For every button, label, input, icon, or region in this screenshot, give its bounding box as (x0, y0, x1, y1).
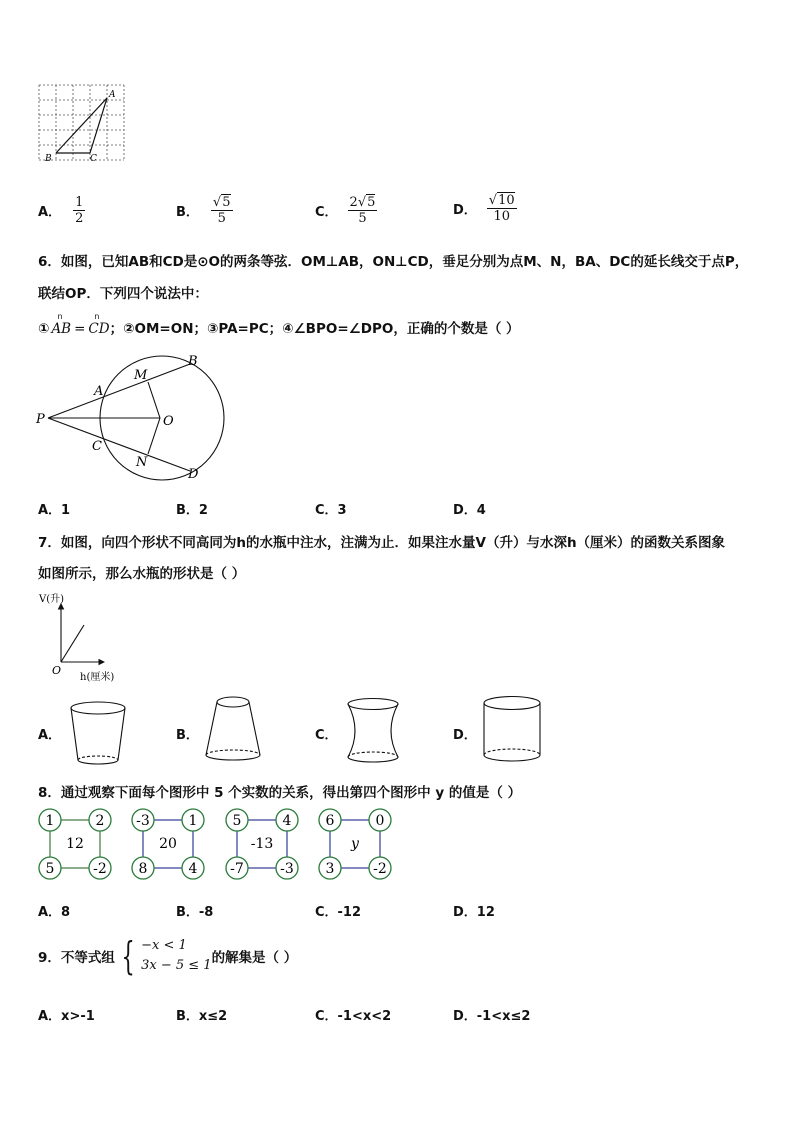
svg-text:C: C (92, 439, 102, 454)
q8-figure-1 (39, 809, 111, 879)
q8-node-value-bl: -7 (230, 861, 244, 877)
q9-question: 9．不等式组 { −x < 1 3x − 5 ≤ 1 的解集是（ ） (38, 934, 298, 978)
q7-option-b[interactable]: B． (176, 728, 199, 743)
vessel-a-icon (66, 698, 130, 770)
fraction-2sqrt5-over-5: $\frac{2√5}{5}$ (349, 195, 376, 226)
q8-node-value-br: 4 (188, 861, 198, 877)
q8-node-value-br: -2 (93, 861, 107, 877)
q8-center-value: 20 (159, 836, 177, 852)
svg-text:B: B (188, 354, 198, 369)
q8-node-value-tl: -3 (136, 813, 150, 829)
q5-option-a[interactable]: A． $\frac{1}{2}$ (38, 195, 84, 226)
q7-option-d[interactable]: D． (453, 728, 477, 743)
q5-option-c[interactable]: C． $\frac{2√5}{5}$ (315, 195, 376, 226)
segment-om (148, 382, 160, 418)
q8-node-value-bl: 3 (325, 861, 335, 877)
q5-grid-figure (34, 80, 134, 170)
vessel-b-icon (200, 693, 266, 768)
q6-option-c[interactable]: C．3 (315, 503, 347, 518)
axis-y-label: V(升) (39, 594, 65, 605)
q8-node-value-tl: 5 (232, 813, 242, 829)
vessel-d-icon (479, 692, 545, 770)
q7-line2: 如图所示，那么水瓶的形状是（ ） (38, 566, 246, 582)
inequality-1: −x < 1 (141, 938, 187, 953)
q6-option-d[interactable]: D．4 (453, 503, 486, 518)
q8-option-a[interactable]: A．8 (38, 905, 71, 920)
q8-option-d[interactable]: D．12 (453, 905, 495, 920)
q8-node-value-tr: 1 (188, 813, 198, 829)
label-c: C (90, 154, 97, 164)
q9-option-c[interactable]: C．-1<x<2 (315, 1009, 392, 1024)
q8-node-value-br: -2 (373, 861, 387, 877)
svg-text:D: D (188, 467, 199, 482)
q6-line3: ① n AB = n CD ；②OM=ON；③PA=PC；④∠BPO=∠DPO，正确的个数是（ ） (38, 312, 520, 337)
q6-line1: 6．如图，已知AB和CD是⊙O的两条等弦．OM⊥AB，ON⊥CD，垂足分别为点M、N，BA、DC的延长线交于点P， (38, 254, 749, 270)
svg-text:M: M (134, 368, 148, 383)
axis-x-label: h(厘米) (80, 672, 115, 683)
q8-node-value-bl: 8 (138, 861, 148, 877)
q8-figure-2 (132, 809, 204, 879)
q8-line1: 8．通过观察下面每个图形中 5 个实数的关系，得出第四个图形中 y 的值是（ ） (38, 785, 522, 801)
q6-circle-figure (30, 350, 230, 485)
segment-on (148, 418, 160, 454)
q8-center-value: 12 (66, 836, 84, 852)
graph-line (61, 625, 84, 662)
q8-figure-3 (226, 809, 298, 879)
fraction-half: $\frac{1}{2}$ (75, 195, 84, 226)
q8-node-value-tr: 0 (375, 813, 385, 829)
q8-node-value-br: -3 (280, 861, 294, 877)
q8-node-value-tr: 2 (95, 813, 105, 829)
q5-option-b[interactable]: B． $\frac{√5}{5}$ (176, 195, 231, 226)
svg-text:O: O (163, 414, 174, 429)
q8-node-value-tr: 4 (282, 813, 292, 829)
q9-option-d[interactable]: D．-1<x≤2 (453, 1009, 531, 1024)
q6-line2: 联结OP．下列四个说法中： (38, 286, 208, 302)
q6-option-b[interactable]: B．2 (176, 503, 208, 518)
q8-center-value: -13 (250, 836, 274, 852)
brace-icon: { (121, 934, 135, 978)
q5-option-d[interactable]: D． $\frac{√10}{10}$ (453, 193, 515, 224)
q7-graph (34, 590, 134, 685)
fraction-sqrt10-over-10: $\frac{√10}{10}$ (488, 193, 515, 224)
q8-figures (30, 800, 400, 884)
q8-option-c[interactable]: C．-12 (315, 905, 362, 920)
q6-option-a[interactable]: A．1 (38, 503, 71, 518)
line-pb (48, 364, 190, 418)
label-b: B (45, 154, 52, 164)
inequality-2: 3x − 5 ≤ 1 (141, 958, 212, 973)
origin-label: O (52, 664, 62, 677)
q9-option-b[interactable]: B．x≤2 (176, 1009, 228, 1024)
svg-text:N: N (136, 455, 148, 470)
vessel-c-icon (342, 694, 404, 770)
q8-node-value-bl: 5 (45, 861, 55, 877)
label-a: A (109, 90, 116, 100)
q9-option-a[interactable]: A．x>-1 (38, 1009, 95, 1024)
q8-figure-4 (319, 809, 391, 879)
q8-node-value-tl: 1 (45, 813, 55, 829)
fraction-sqrt5-over-5: $\frac{√5}{5}$ (212, 195, 231, 226)
q8-center-value: y (351, 836, 359, 852)
q8-node-value-tl: 6 (325, 813, 335, 829)
q8-option-b[interactable]: B．-8 (176, 905, 214, 920)
q7-option-c[interactable]: C． (315, 728, 338, 743)
svg-text:A: A (94, 384, 104, 399)
svg-text:P: P (36, 412, 45, 427)
q7-option-a[interactable]: A． (38, 728, 62, 743)
q7-line1: 7．如图，向四个形状不同高同为h的水瓶中注水，注满为止．如果注水量V（升）与水深h（厘米）的函数关系图象 (38, 535, 726, 551)
